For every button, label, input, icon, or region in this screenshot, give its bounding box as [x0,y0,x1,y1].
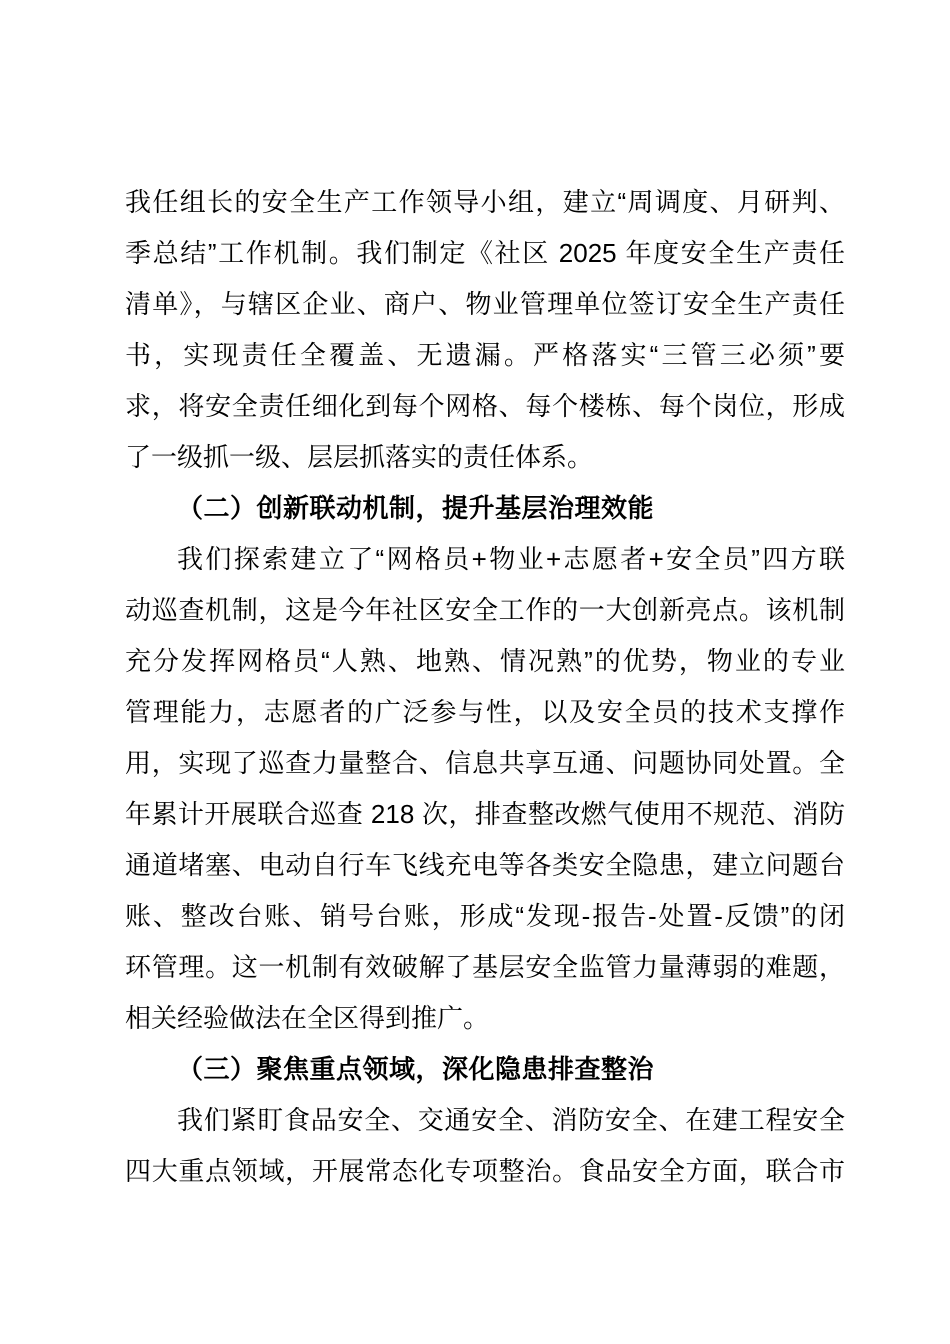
document-body [125,177,845,1197]
text-line: 我们紧盯食品安全、交通安全、消防安全、在建工程安全 [177,1105,845,1135]
section-heading: （二）创新联动机制，提升基层治理效能 [177,493,655,523]
text-line: 我任组长的安全生产工作领导小组，建立“周调度、月研判、 [125,187,845,217]
text-line: 充分发挥网格员“人熟、地熟、情况熟”的优势，物业的专业 [125,646,845,676]
text-line: 季总结”工作机制。我们制定《社区 2025 年度安全生产责任 [125,238,845,268]
text-line: 用，实现了巡查力量整合、信息共享互通、问题协同处置。全 [125,748,845,778]
text-line: 年累计开展联合巡查 218 次，排查整改燃气使用不规范、消防 [125,799,845,829]
text-line: 环管理。这一机制有效破解了基层安全监管力量薄弱的难题， [125,952,845,982]
text-line: 通道堵塞、电动自行车飞线充电等各类安全隐患，建立问题台 [125,850,845,880]
text-line: 管理能力，志愿者的广泛参与性，以及安全员的技术支撑作 [125,697,845,727]
text-line: 相关经验做法在全区得到推广。 [125,1003,490,1033]
text-line: 四大重点领域，开展常态化专项整治。食品安全方面，联合市 [125,1156,845,1186]
text-line: 动巡查机制，这是今年社区安全工作的一大创新亮点。该机制 [125,595,845,625]
text-line: 书，实现责任全覆盖、无遗漏。严格落实“三管三必须”要 [125,340,845,370]
text-line: 我们探索建立了“网格员+物业+志愿者+安全员”四方联 [177,544,845,574]
text-line: 账、整改台账、销号台账，形成“发现-报告-处置-反馈”的闭 [125,901,845,931]
text-line: 了一级抓一级、层层抓落实的责任体系。 [125,442,594,472]
text-line: 清单》，与辖区企业、商户、物业管理单位签订安全生产责任 [125,289,845,319]
section-heading: （三）聚焦重点领域，深化隐患排查整治 [177,1054,655,1084]
text-line: 求，将安全责任细化到每个网格、每个楼栋、每个岗位，形成 [125,391,845,421]
